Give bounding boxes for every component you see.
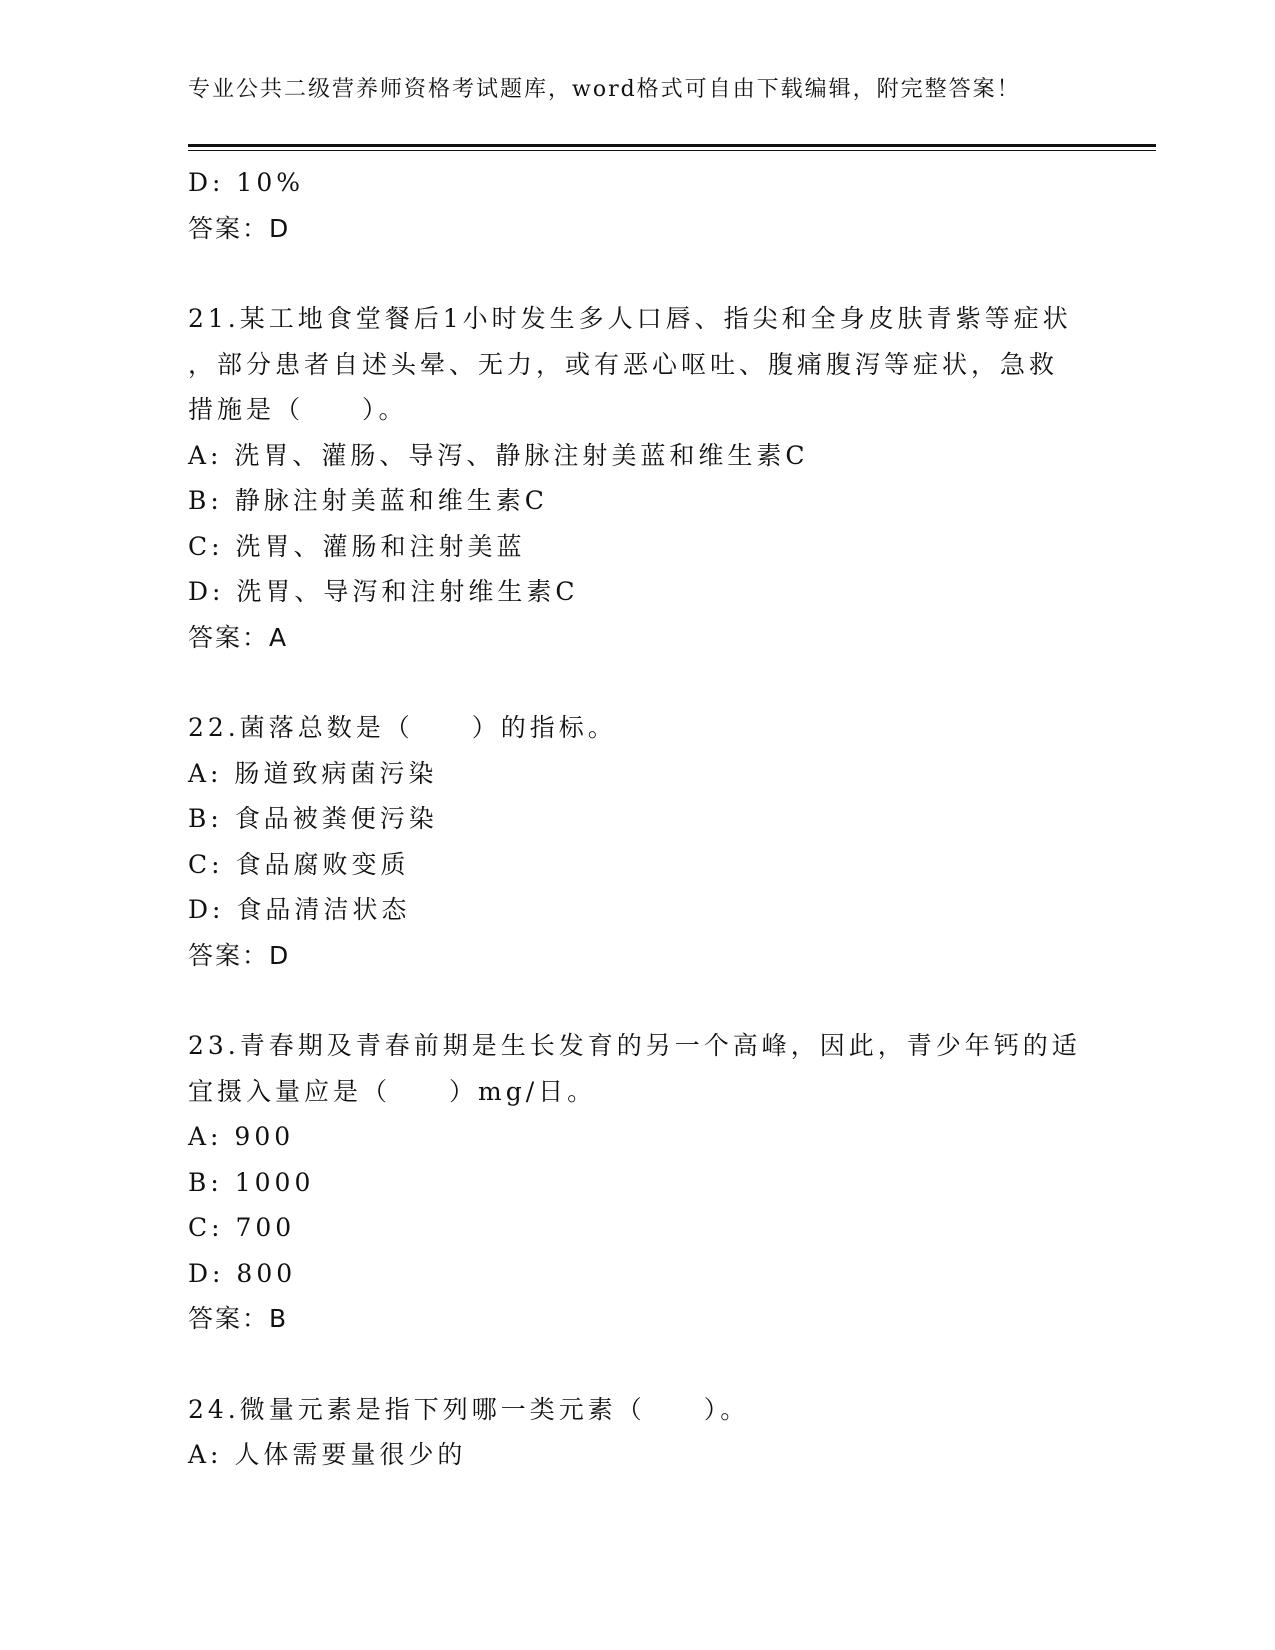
question-stem-line: 22.菌落总数是（ ）的指标。 bbox=[188, 713, 617, 742]
question-stem-line: ，部分患者自述头晕、无力，或有恶心呕吐、腹痛腹泻等症状，急救 bbox=[188, 349, 1059, 379]
option-d: D: 800 bbox=[188, 1258, 297, 1288]
question-21 bbox=[188, 296, 1108, 660]
page-header: 专业公共二级营养师资格考试题库，word格式可自由下载编辑，附完整答案！ bbox=[188, 77, 1021, 102]
answer-line: 答案：D bbox=[188, 213, 291, 243]
question-stem-line: 措施是（ ）。 bbox=[188, 395, 408, 424]
option-b: B: 1000 bbox=[188, 1167, 315, 1197]
option-a: A: 900 bbox=[188, 1122, 295, 1151]
question-24 bbox=[188, 1387, 1108, 1478]
option-a: A: 肠道致病菌污染 bbox=[188, 758, 438, 788]
option-d: D: 10% bbox=[188, 168, 304, 197]
option-c: C: 700 bbox=[188, 1213, 296, 1242]
option-b: B: 静脉注射美蓝和维生素C bbox=[188, 486, 548, 515]
question-stem-line: 24.微量元素是指下列哪一类元素（ ）。 bbox=[188, 1394, 750, 1424]
document-body bbox=[188, 160, 1108, 1478]
question-23 bbox=[188, 1023, 1108, 1342]
question-stem-line: 宜摄入量应是（ ）mg/日。 bbox=[188, 1076, 597, 1106]
option-a: A: 洗胃、灌肠、导泻、静脉注射美蓝和维生素C bbox=[188, 440, 809, 470]
option-a: A: 人体需要量很少的 bbox=[188, 1440, 467, 1469]
option-d: D: 食品清洁状态 bbox=[188, 895, 411, 924]
option-d: D: 洗胃、导泻和注射维生素C bbox=[188, 577, 579, 606]
answer-line: 答案：D bbox=[188, 940, 291, 970]
question-22 bbox=[188, 705, 1108, 978]
option-b: B: 食品被粪便污染 bbox=[188, 804, 438, 833]
answer-line: 答案：B bbox=[188, 1304, 289, 1333]
answer-line: 答案：A bbox=[188, 622, 289, 652]
question-stem-line: 21.某工地食堂餐后1小时发生多人口唇、指尖和全身皮肤青紫等症状 bbox=[188, 304, 1072, 333]
question-stem-line: 23.青春期及青春前期是生长发育的另一个高峰，因此，青少年钙的适 bbox=[188, 1031, 1081, 1060]
previous-question-tail bbox=[188, 160, 1108, 251]
header-divider bbox=[188, 144, 1156, 151]
option-c: C: 洗胃、灌肠和注射美蓝 bbox=[188, 531, 526, 561]
option-c: C: 食品腐败变质 bbox=[188, 849, 410, 879]
